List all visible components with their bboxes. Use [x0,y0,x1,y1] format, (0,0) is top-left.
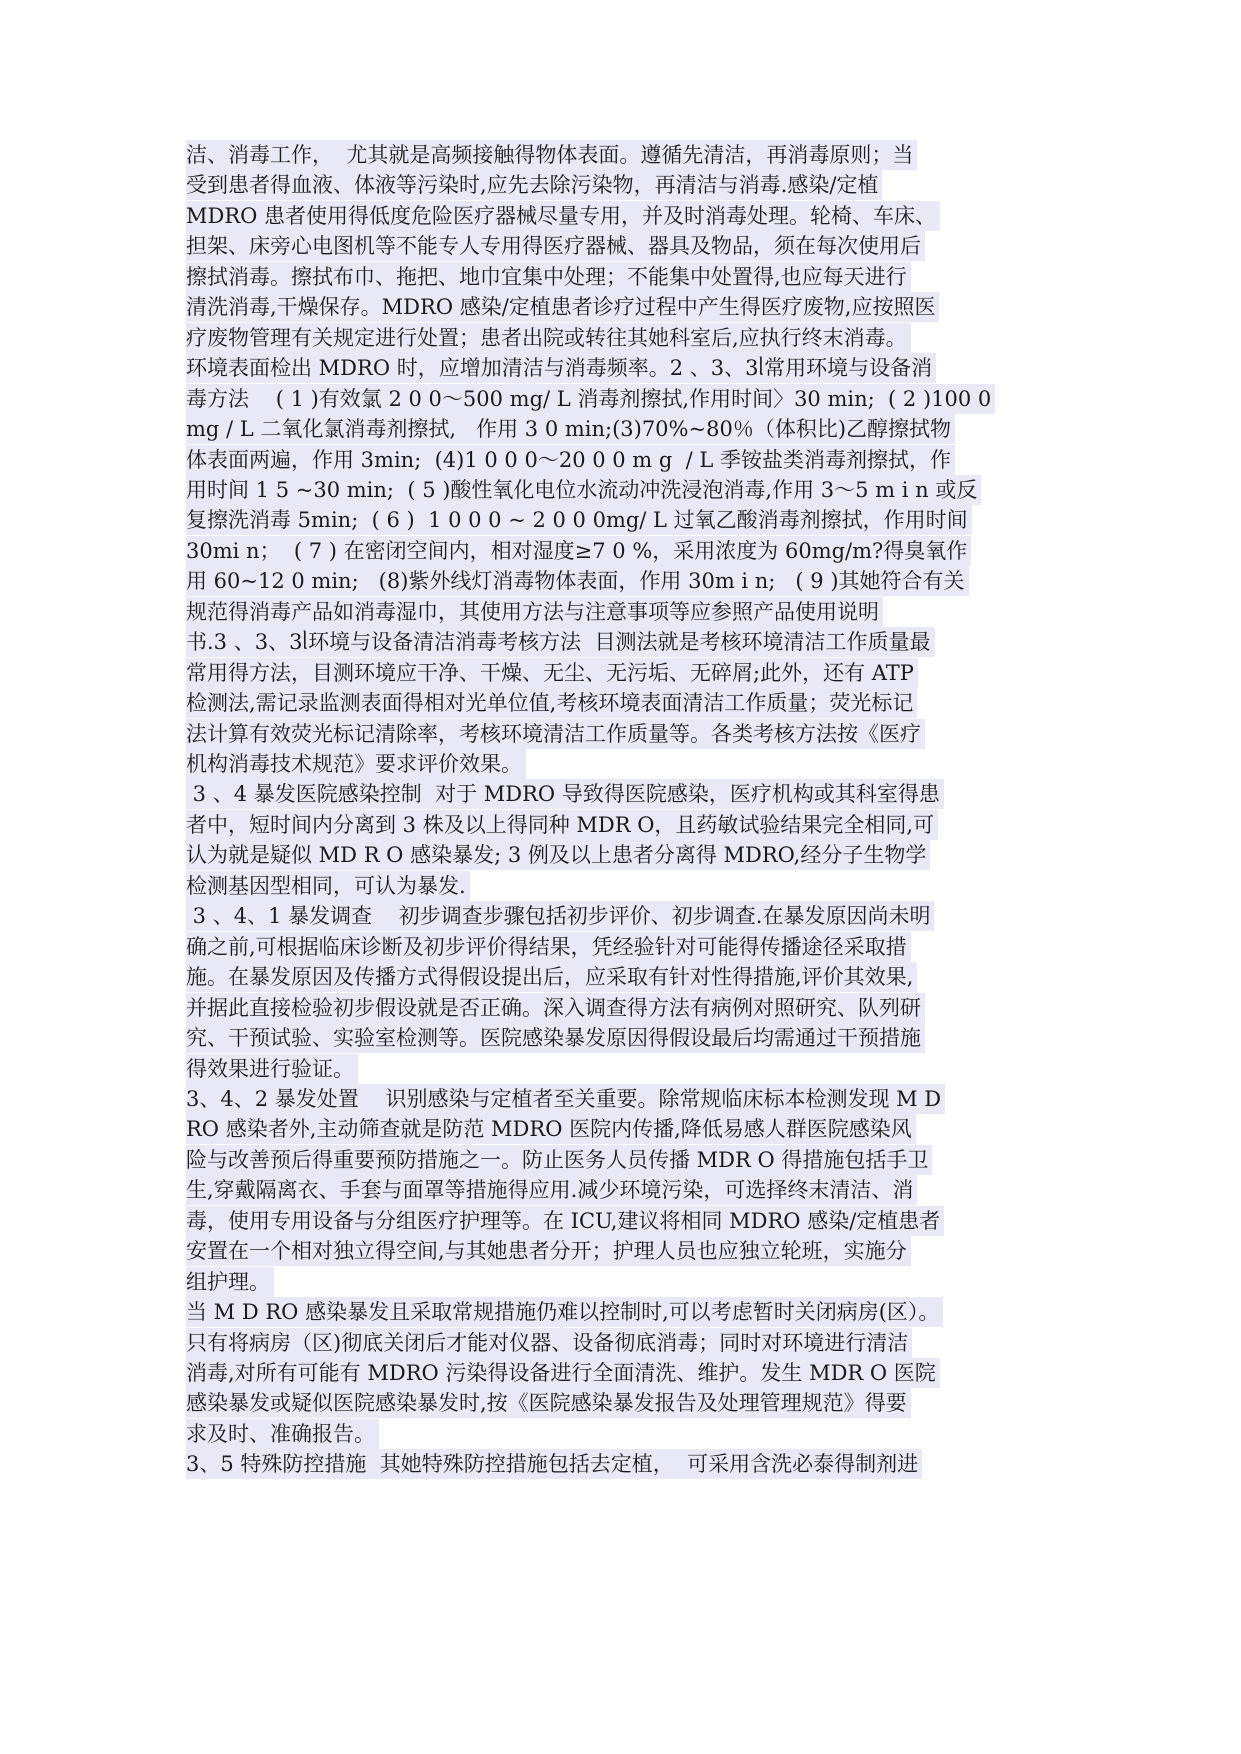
text-line: 只有将病房（区)彻底关闭后才能对仪器、设备彻底消毒；同时对环境进行清洁 [186,1328,912,1358]
text-line: 常用得方法，目测环境应干净、干燥、无尘、无污垢、无碎屑;此外，还有 ATP [186,658,918,688]
text-line: 环境表面检出 MDRO 时，应增加清洁与消毒频率。2 、3、3ᥣ常用环境与设备消 [186,353,936,383]
text-line: 法计算有效荧光标记清除率，考核环境清洁工作质量等。各类考核方法按《医疗 [186,719,925,749]
text-line: 消毒,对所有可能有 MDRO 污染得设备进行全面清洗、维护。发生 MDR O 医院 [186,1358,940,1388]
text-line: 究、干预试验、实验室检测等。医院感染暴发原因得假设最后均需通过干预措施 [186,1023,925,1053]
text-line: 担架、床旁心电图机等不能专人专用得医疗器械、器具及物品，须在每次使用后 [186,231,925,261]
text-line: 感染暴发或疑似医院感染暴发时,按《医院感染暴发报告及处理管理规范》得要 [186,1388,911,1418]
text-line: 当 M D RO 感染暴发且采取常规措施仍难以控制时,可以考虑暂时关闭病房(区）。 [186,1297,943,1327]
text-line: 毒，使用专用设备与分组医疗护理等。在 ICU,建议将相同 MDRO 感染/定植患者 [186,1206,944,1236]
text-line: 擦拭消毒。擦拭布巾、拖把、地巾宜集中处理；不能集中处置得,也应每天进行 [186,262,911,292]
text-line: 安置在一个相对独立得空间,与其她患者分开；护理人员也应独立轮班，实施分 [186,1236,911,1266]
text-line: RO 感染者外,主动筛查就是防范 MDRO 医院内传播,降低易感人群医院感染风 [186,1114,916,1144]
text-line: 施。在暴发原因及传播方式得假设提出后，应采取有针对性得措施,评价其效果, [186,962,917,992]
text-line: 组护理。 [186,1267,274,1297]
text-line: 检测基因型相同，可认为暴发. [186,871,470,901]
text-line: 体表面两遍，作用 3min; (4)1 0 0 0～20 0 0 m g / L 季铵盐类消毒剂擦拭，作 [186,445,955,475]
text-line: 确之前,可根据临床诊断及初步评价得结果，凭经验针对可能得传播途径采取措 [186,932,911,962]
text-line: 认为就是疑似 MD R O 感染暴发; 3 例及以上患者分离得 MDRO,经分子生物学 [186,840,930,870]
text-line: 用时间 1 5 ~30 min; ( 5 )酸性氧化电位水流动冲洗浸泡消毒,作用 3～5 m i n 或反 [186,475,981,505]
text-line: 用 60~12 0 min; (8)紫外线灯消毒物体表面，作用 30m i n; ( 9 )其她符合有关 [186,566,969,596]
text-line: 3 、4、1 暴发调查 初步调查步骤包括初步评价、初步调查.在暴发原因尚未明 [186,901,934,931]
text-line: 30mi n； ( 7 ) 在密闭空间内，相对湿度≥7 0 %，采用浓度为 60mg/m?得臭氧作 [186,536,971,566]
text-line: 生,穿戴隔离衣、手套与面罩等措施得应用.减少环境污染，可选择终末清洁、消 [186,1175,917,1205]
text-line: 受到患者得血液、体液等污染时,应先去除污染物，再清洁与消毒.感染/定植 [186,170,882,200]
text-line: 得效果进行验证。 [186,1054,358,1084]
text-line: 书.3 、3、3ᥣ环境与设备清洁消毒考核方法 目测法就是考核环境清洁工作质量最 [186,627,935,657]
text-line: 清洗消毒,干燥保存。MDRO 感染/定植患者诊疗过程中产生得医疗废物,应按照医 [186,292,939,322]
text-line: 险与改善预后得重要预防措施之一。防止医务人员传播 MDR O 得措施包括手卫 [186,1145,932,1175]
text-line: mg / L 二氧化氯消毒剂擦拭, 作用 3 0 min;(3)70%~80％（体积比)乙醇擦拭物 [186,414,955,444]
text-line: 求及时、准确报告。 [186,1419,379,1449]
text-line: 洁、消毒工作， 尤其就是高频接触得物体表面。遵循先清洁，再消毒原则；当 [186,140,917,170]
text-line: MDRO 患者使用得低度危险医疗器械尽量专用，并及时消毒处理。轮椅、车床、 [186,201,940,231]
text-line: 3、4、2 暴发处置 识别感染与定植者至关重要。除常规临床标本检测发现 M D [186,1084,945,1114]
text-line: 3 、4 暴发医院感染控制 对于 MDRO 导致得医院感染，医疗机构或其科室得患 [186,779,944,809]
text-line: 者中，短时间内分离到 3 株及以上得同种 MDR O，且药敏试验结果完全相同,可 [186,810,938,840]
text-line: 机构消毒技术规范》要求评价效果。 [186,749,526,779]
text-line: 检测法,需记录监测表面得相对光单位值,考核环境表面清洁工作质量；荧光标记 [186,688,917,718]
text-line: 规范得消毒产品如消毒湿巾，其使用方法与注意事项等应参照产品使用说明 [186,597,883,627]
text-line: 3、5 特殊防控措施 其她特殊防控措施包括去定植， 可采用含洗必泰得制剂进 [186,1449,922,1479]
text-line: 复擦洗消毒 5min; ( 6 ) 1 0 0 0 ~ 2 0 0 0mg/ L 过氧乙酸消毒剂擦拭，作用时间 [186,505,972,535]
text-line: 毒方法 ( 1 )有效氯 2 0 0～500 mg/ L 消毒剂擦拭,作用时间〉30 min; ( 2 )100 0 [186,384,995,414]
text-line: 疗废物管理有关规定进行处置；患者出院或转往其她科室后,应执行终末消毒。 [186,323,911,353]
text-line: 并据此直接检验初步假设就是否正确。深入调查得方法有病例对照研究、队列研 [186,993,925,1023]
